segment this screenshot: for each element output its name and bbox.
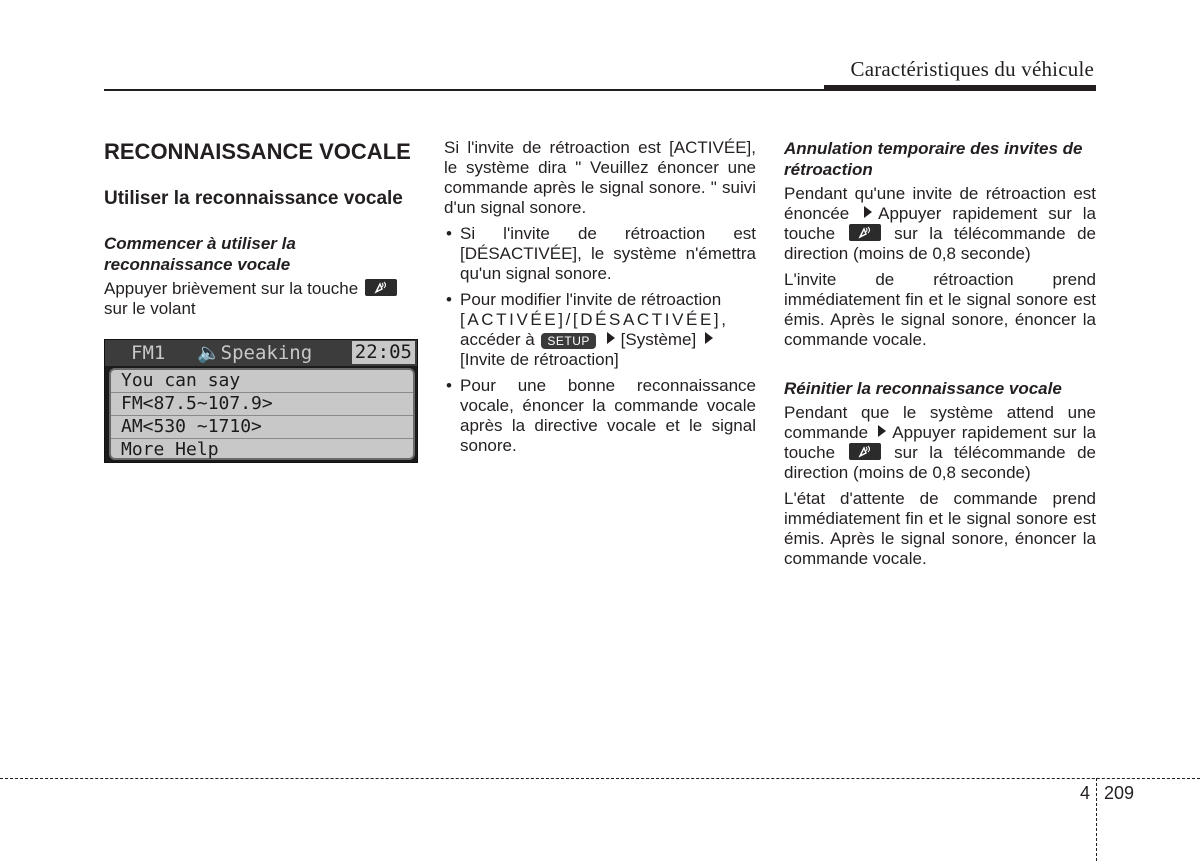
reset-paragraph-1: [784, 403, 1096, 483]
setup-key: SETUP: [541, 333, 596, 349]
cancel-p1-c: sur la télécommande de direction (moins de 0,8 seconde): [784, 224, 1096, 263]
bullet-item-3: • Pour une bonne reconnaissance vocale, énoncer la commande vocale après la directive vocale et le signal sonore.: [444, 376, 756, 456]
radio-display: [104, 339, 418, 463]
cancel-p1-b: Appuyer rapidement sur la touche: [784, 204, 1096, 243]
display-line: AM<530 ~1710>: [111, 416, 413, 439]
reset-p1-b: Appuyer rapidement sur la touche: [784, 423, 1096, 462]
footer-vertical-rule: [1096, 778, 1097, 861]
display-line: You can say: [111, 370, 413, 393]
display-line: More Help: [121, 439, 219, 460]
bullet-item-2: [444, 290, 756, 370]
speaker-icon: 🔈: [197, 342, 221, 364]
bullet-list: [444, 224, 756, 456]
voice-talk-icon: [365, 279, 397, 296]
section-heading-start: Commencer à utiliser la reconnaissance vocale: [104, 234, 296, 274]
reset-p1-a: Pendant que le système attend une commande: [784, 403, 1096, 442]
arrow-right-icon: [864, 206, 872, 218]
cancel-paragraph-1: [784, 184, 1096, 264]
footer-rule: [0, 778, 1200, 779]
bullet2-line-a: Pour modifier l'invite de rétroaction: [460, 290, 722, 309]
page-number: 209: [1104, 783, 1135, 803]
arrow-right-icon: [878, 425, 886, 437]
intro-paragraph: Si l'invite de rétroaction est [ACTIVÉE], le système dira " Veuillez énoncer une commande après le signal sonore. " suivi d'un signal sonore.: [444, 138, 756, 217]
instruction-paragraph: [104, 279, 416, 319]
instruction-after: sur le volant: [104, 299, 196, 318]
cancel-paragraph-2: L'invite de rétroaction prend immédiatement fin et le signal sonore est émis. Après le signal sonore, énoncer la commande vocale.: [784, 270, 1096, 349]
display-band: FM1: [131, 342, 166, 364]
column-3: [784, 138, 1096, 575]
chapter-number: 4: [1080, 783, 1091, 803]
voice-talk-icon: [849, 443, 881, 460]
reset-p1-c: sur la télécommande de direction (moins de 0,8 seconde): [784, 443, 1096, 482]
display-status: [197, 340, 312, 366]
arrow-right-icon: [607, 332, 615, 344]
bullet2-line-b: [ACTIVÉE]/[DÉSACTIVÉE],: [460, 310, 729, 329]
header-rule: [104, 89, 1096, 91]
display-time: 22:05: [352, 341, 415, 364]
column-1: [104, 138, 416, 463]
section-heading-cancel: Annulation temporaire des invites de rétroaction: [784, 139, 1083, 179]
subtitle: Utiliser la reconnaissance vocale: [104, 188, 403, 209]
display-status-text: Speaking: [220, 342, 313, 364]
bullet2-line-e: [Invite de rétroaction]: [460, 350, 619, 369]
cancel-p1-a: Pendant qu'une invite de rétroaction est énoncée: [784, 184, 1096, 223]
bullet2-line-d: [Système]: [620, 330, 697, 349]
page-title: RECONNAISSANCE VOCALE: [104, 139, 411, 164]
display-line: FM<87.5~107.9>: [111, 393, 413, 416]
section-heading-reset: Réinitier la reconnaissance vocale: [784, 379, 1062, 398]
display-body: [109, 368, 415, 460]
display-status-bar: [105, 340, 417, 366]
reset-paragraph-2: L'état d'attente de commande prend immédiatement fin et le signal sonore est émis. Après le signal sonore, énoncer la commande vocale.: [784, 489, 1096, 568]
header-title: Caractéristiques du véhicule: [850, 57, 1094, 81]
column-2: [444, 138, 756, 462]
arrow-right-icon: [705, 332, 713, 344]
bullet2-line-c: accéder à: [460, 330, 535, 349]
instruction-before: Appuyer brièvement sur la touche: [104, 279, 359, 298]
voice-talk-icon: [849, 224, 881, 241]
bullet-item-1: • Si l'invite de rétroaction est [DÉSACTIVÉE], le système n'émettra qu'un signal sonore.: [444, 224, 756, 284]
